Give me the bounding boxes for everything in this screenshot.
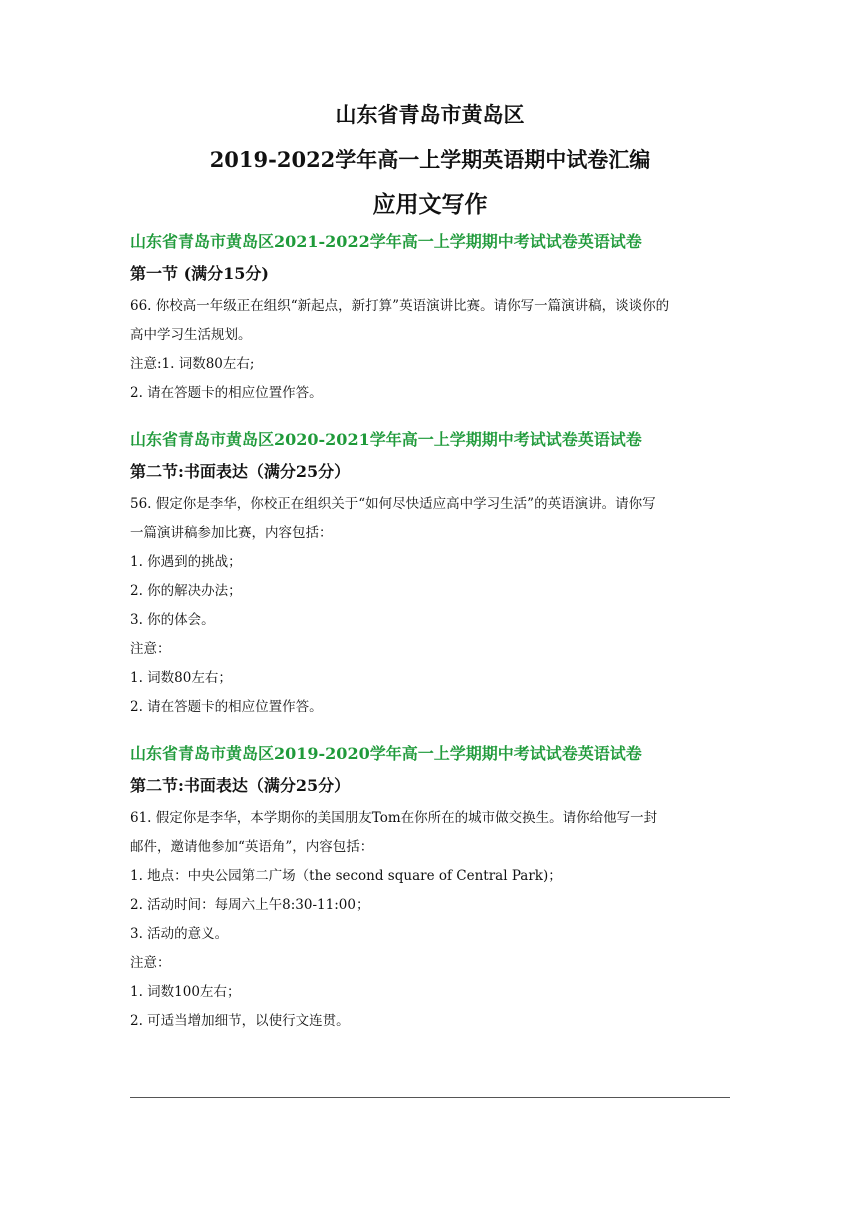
exam-section-2020-2021: [130, 428, 730, 722]
list-item: 3. 你的体会。: [130, 612, 215, 628]
question-line: 61. 假定你是李华，本学期你的美国朋友Tom在你所在的城市做交换生。请你给他写一封: [130, 810, 658, 826]
note-line: 1. 词数100左右；: [130, 984, 241, 1000]
title-topic: 应用文写作: [372, 191, 488, 218]
spacer: [130, 722, 730, 742]
note-line: 注意:1. 词数80左右;: [130, 356, 255, 372]
list-item: 2. 你的解决办法；: [130, 583, 242, 599]
section-heading: 山东省青岛市黄岛区2020-2021学年高一上学期期中考试试卷英语试卷: [130, 430, 642, 449]
note-line: 2. 请在答题卡的相应位置作答。: [130, 699, 323, 715]
list-item: 2. 活动时间：每周六上午8:30-11:00；: [130, 897, 370, 913]
exam-section-2019-2020: [130, 742, 730, 1036]
question-line: 一篇演讲稿参加比赛，内容包括：: [130, 525, 333, 541]
question-line: 56. 假定你是李华，你校正在组织关于“如何尽快适应高中学习生活”的英语演讲。请你写: [130, 496, 656, 512]
section-heading: 山东省青岛市黄岛区2019-2020学年高一上学期期中考试试卷英语试卷: [130, 744, 642, 763]
list-item: 3. 活动的意义。: [130, 926, 229, 942]
title-region: 山东省青岛市黄岛区: [335, 102, 525, 127]
note-line: 2. 请在答题卡的相应位置作答。: [130, 385, 323, 401]
footer-divider: [130, 1097, 730, 1098]
spacer: [130, 408, 730, 428]
part-title: 第二节:书面表达（满分25分）: [130, 462, 351, 481]
part-title: 第一节 (满分15分): [130, 264, 269, 283]
question-line: 邮件，邀请他参加“英语角”，内容包括：: [130, 839, 374, 855]
title-years: 2019-2022学年高一上学期英语期中试卷汇编: [209, 147, 651, 172]
exam-section-2021-2022: [130, 230, 730, 408]
note-label: 注意：: [130, 955, 171, 971]
document-page: [130, 100, 730, 1036]
question-line: 高中学习生活规划。: [130, 327, 252, 343]
part-title: 第二节:书面表达（满分25分）: [130, 776, 351, 795]
list-item: 1. 地点：中央公园第二广场（the second square of Central Park)；: [130, 868, 562, 884]
section-heading: 山东省青岛市黄岛区2021-2022学年高一上学期期中考试试卷英语试卷: [130, 232, 642, 251]
list-item: 1. 你遇到的挑战；: [130, 554, 242, 570]
note-line: 2. 可适当增加细节，以使行文连贯。: [130, 1013, 350, 1029]
note-line: 1. 词数80左右；: [130, 670, 232, 686]
note-label: 注意：: [130, 641, 171, 657]
question-line: 66. 你校高一年级正在组织“新起点，新打算”英语演讲比赛。请你写一篇演讲稿，谈谈你的: [130, 298, 670, 314]
